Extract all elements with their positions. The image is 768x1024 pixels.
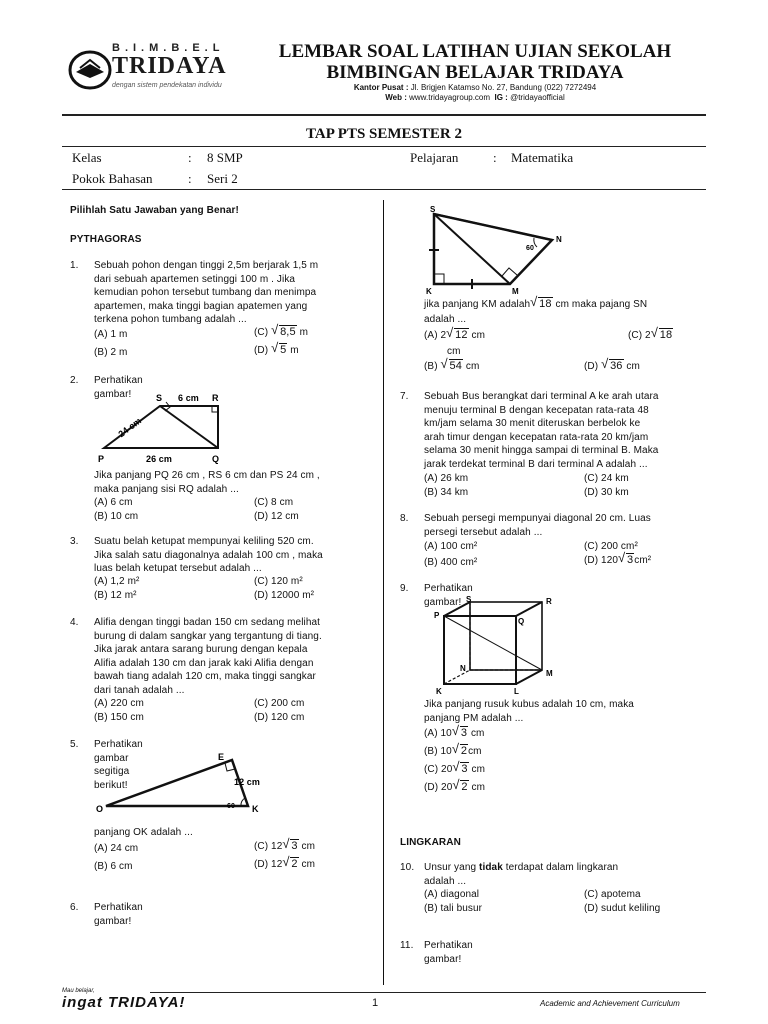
question-number: 1. xyxy=(70,260,79,271)
unit: cm xyxy=(470,728,485,739)
option-c[interactable]: (C) 200 cm² xyxy=(584,541,638,552)
unit: cm² xyxy=(634,555,652,566)
option-a[interactable]: (A) diagonal xyxy=(424,889,480,900)
question-number: 11. xyxy=(400,940,414,951)
colon: : xyxy=(188,150,192,165)
question-text: maka panjang sisi RQ adalah ... xyxy=(94,483,239,495)
question-text: Perhatikan gambar! xyxy=(94,375,143,400)
question-text: adalah ... xyxy=(424,875,467,887)
vertex-r: R xyxy=(212,393,219,403)
radicand: 2 xyxy=(461,781,468,793)
web-line xyxy=(250,93,700,102)
question-number: 2. xyxy=(70,375,79,386)
radicand: 2 xyxy=(291,858,298,870)
option-label: (C) 2 xyxy=(628,330,651,341)
figure-trapezoid-psrq xyxy=(94,388,234,464)
question-number: 10. xyxy=(400,862,415,873)
radicand: 18 xyxy=(659,329,673,341)
question-6-text xyxy=(424,294,714,312)
option-a[interactable]: (A) 220 cm xyxy=(94,698,144,709)
question-text: dari sebuah apartemen setinggi 100 m . Jika xyxy=(94,273,296,285)
option-d[interactable]: (D) 120 cm xyxy=(254,712,305,723)
unit: cm xyxy=(301,859,316,870)
radicand: 5 xyxy=(280,344,287,356)
vertex-m: M xyxy=(546,669,553,678)
vertex-p: P xyxy=(98,454,105,464)
option-label: (B) 10 xyxy=(424,746,452,757)
unit: cm xyxy=(626,361,640,372)
web-url: www.tridayagroup.com xyxy=(409,93,491,102)
option-b[interactable]: (B) 12 m² xyxy=(94,590,137,601)
option-b[interactable] xyxy=(424,356,480,374)
colon: : xyxy=(188,171,192,186)
option-a-continuation: cm xyxy=(447,346,461,357)
option-label: (A) 10 xyxy=(424,728,452,739)
vertex-r: R xyxy=(546,597,552,606)
info-divider xyxy=(62,189,706,190)
question-text: panjang PM adalah ... xyxy=(424,712,524,724)
figure-cube xyxy=(426,596,566,696)
question-number: 4. xyxy=(70,617,79,628)
question-text: dari tanah adalah ... xyxy=(94,684,185,696)
option-a[interactable] xyxy=(424,325,486,343)
web-label: Web : xyxy=(385,93,407,102)
logo-letters: B.I.M.B.E.L xyxy=(112,42,225,54)
question-text: persegi tersebut adalah ... xyxy=(424,526,543,538)
option-d[interactable] xyxy=(424,777,486,795)
option-d[interactable]: (D) 12000 m² xyxy=(254,590,315,601)
vertex-m: M xyxy=(512,287,519,296)
unit: m xyxy=(290,345,299,356)
vertex-k: K xyxy=(426,287,432,296)
question-number: 8. xyxy=(400,513,409,524)
question-text: Jika salah satu diagonalnya adalah 100 cm , maka xyxy=(94,549,323,561)
section-pythagoras: PYTHAGORAS xyxy=(70,234,142,245)
sqrt: √ 12 xyxy=(446,325,468,341)
option-label: (D) 20 xyxy=(424,782,453,793)
option-label: (C) 12 xyxy=(254,841,283,852)
option-a[interactable] xyxy=(424,723,485,741)
sqrt: √ 2 xyxy=(282,854,298,870)
sqrt: √ 2 xyxy=(451,741,468,757)
option-d[interactable]: (D) sudut keliling xyxy=(584,903,661,914)
unit: cm xyxy=(301,841,316,852)
question-text: Jika panjang PQ 26 cm , RS 6 cm dan PS 24 cm , xyxy=(94,470,320,481)
sqrt: √ 3 xyxy=(452,759,468,775)
question-text: adalah ... xyxy=(424,314,467,325)
radicand: 36 xyxy=(610,360,623,372)
question-text: Jika panjang rusuk kubus adalah 10 cm, maka xyxy=(424,699,634,710)
question-text: Perhatikan gambar segitiga berikut! xyxy=(94,739,143,791)
book-logo-icon xyxy=(68,46,112,90)
option-c[interactable] xyxy=(254,322,308,340)
radicand: 3 xyxy=(460,727,468,739)
angle-label: 60 xyxy=(526,245,534,252)
label-sr: 6 cm xyxy=(178,393,199,403)
vertex-s: S xyxy=(156,393,163,403)
option-d[interactable] xyxy=(254,340,299,358)
sqrt: √ 5 xyxy=(271,340,287,356)
radicand: 3 xyxy=(461,763,468,775)
option-label: (D) xyxy=(584,361,599,372)
pelajaran-label: Pelajaran xyxy=(410,150,459,165)
unit: m xyxy=(299,327,308,338)
title-divider xyxy=(62,146,706,147)
question-number: 7. xyxy=(400,391,409,402)
ig-label: IG : xyxy=(494,93,508,102)
radicand: 3 xyxy=(291,840,298,852)
question-text: Suatu belah ketupat mempunyai keliling 520 cm. xyxy=(94,536,314,547)
sqrt: √ 2 xyxy=(452,777,468,793)
question-text: km/jam selama 30 menit diteruskan berbelok ke xyxy=(424,418,641,429)
vertex-o: O xyxy=(96,804,104,814)
question-text: apartemen, maka tinggi bagian apatemen yang xyxy=(94,300,308,312)
unit: cm xyxy=(465,361,480,372)
option-c[interactable]: (C) 24 km xyxy=(584,473,629,484)
section-lingkaran: LINGKARAN xyxy=(400,837,461,848)
option-b[interactable]: (B) tali busur xyxy=(424,903,483,914)
vertex-l: L xyxy=(514,687,519,696)
option-d[interactable] xyxy=(584,550,652,568)
option-b[interactable]: (B) 400 cm² xyxy=(424,557,478,568)
radicand: 3 xyxy=(627,554,634,566)
kelas-label: Kelas xyxy=(72,150,102,165)
option-c[interactable] xyxy=(254,836,316,854)
question-text: Sebuah persegi mempunyai diagonal 20 cm. Luas xyxy=(424,513,651,524)
radicand: 54 xyxy=(449,360,462,372)
logo-word: TRIDAYA xyxy=(112,53,227,79)
tridaya-logo xyxy=(68,42,248,102)
sqrt: √ 3 xyxy=(618,550,634,566)
option-c[interactable]: (C) apotema xyxy=(584,889,641,900)
pelajaran-value: Matematika xyxy=(511,150,574,165)
option-label: (D) 120 xyxy=(584,555,619,566)
angle-label: 60 xyxy=(227,803,235,810)
sqrt: √ 54 xyxy=(440,356,462,372)
vertex-q: Q xyxy=(518,617,525,626)
footer-curriculum: Academic and Achievement Curriculum xyxy=(540,999,680,1008)
pokok-label: Pokok Bahasan xyxy=(72,171,153,186)
question-text: bawah tiang adalah 120 cm, maka tinggi sangkar xyxy=(94,671,316,682)
sqrt: √ 3 xyxy=(282,836,298,852)
kelas-value: 8 SMP xyxy=(207,150,243,165)
question-text: Alifia adalah 130 cm dan jarak kaki Alifia dengan xyxy=(94,657,314,669)
label-pq: 26 cm xyxy=(146,454,173,464)
question-text: jarak terdekat terminal B dari terminal A adalah ... xyxy=(424,458,648,470)
question-text: burung di dalam sangkar yang tergantung di tiang. xyxy=(94,630,322,642)
option-d[interactable] xyxy=(254,854,316,872)
radicand: 18 xyxy=(539,298,552,310)
vertex-s: S xyxy=(466,596,472,604)
option-a[interactable]: (A) 1,2 m² xyxy=(94,576,140,587)
question-text: Sebuah Bus berangkat dari terminal A ke arah utara xyxy=(424,391,659,402)
option-b[interactable]: (B) 34 km xyxy=(424,487,469,498)
instruction: Pilihlah Satu Jawaban yang Benar! xyxy=(70,205,239,216)
figure-quad-sknm xyxy=(422,204,572,296)
option-c[interactable] xyxy=(628,325,673,343)
sqrt: √ 3 xyxy=(451,723,468,739)
option-label: (C) 20 xyxy=(424,764,453,775)
logo-tagline: dengan sistem pendekatan individu xyxy=(112,82,222,89)
title-line-1: LEMBAR SOAL LATIHAN UJIAN SEKOLAH xyxy=(278,41,672,62)
radicand: 12 xyxy=(455,329,468,341)
page-number: 1 xyxy=(372,997,379,1009)
footer-slogan: ingat TRIDAYA! xyxy=(62,994,186,1011)
header-divider xyxy=(62,114,706,116)
option-a[interactable]: (A) 26 km xyxy=(424,473,469,484)
label-ps: 24 cm xyxy=(116,415,144,440)
question-text: luas belah ketupat tersebut adalah ... xyxy=(94,563,262,574)
question-text: Jika jarak antara sarang burung dengan kepala xyxy=(94,644,308,655)
option-b[interactable] xyxy=(424,741,482,759)
unit: cm xyxy=(471,764,486,775)
label-ek: 12 cm xyxy=(234,777,261,787)
question-text: Perhatikan gambar! xyxy=(424,583,473,608)
option-b[interactable]: (B) 150 cm xyxy=(94,712,144,723)
radicand: 2 xyxy=(460,745,468,757)
option-label: (D) 12 xyxy=(254,859,283,870)
option-b[interactable]: (B) 2 m xyxy=(94,347,128,358)
option-d[interactable] xyxy=(584,356,640,374)
exam-title: TAP PTS SEMESTER 2 xyxy=(305,126,462,142)
title-line-2: BIMBINGAN BELAJAR TRIDAYA xyxy=(326,62,624,83)
question-text: Alifia dengan tinggi badan 150 cm sedang melihat xyxy=(94,617,321,628)
address: Jl. Brigjen Katamso No. 27, Bandung (022) 7272494 xyxy=(410,83,597,92)
question-text: Perhatikan gambar! xyxy=(424,940,473,965)
pokok-value: Seri 2 xyxy=(207,171,238,186)
question-text: panjang OK adalah ... xyxy=(94,827,193,838)
sqrt: √ 18 xyxy=(530,294,552,310)
question-number: 9. xyxy=(400,583,409,594)
question-text: arah timur dengan kecepatan rata-rata 20 km/jam xyxy=(424,431,649,443)
footer-divider xyxy=(150,992,706,993)
option-b[interactable]: (B) 10 cm xyxy=(94,511,139,522)
option-label: (D) xyxy=(254,345,269,356)
option-c[interactable]: (C) 200 cm xyxy=(254,698,305,709)
question-text: jika panjang KM adalah xyxy=(424,299,531,310)
colon: : xyxy=(493,150,497,165)
address-label: Kantor Pusat : xyxy=(353,83,409,92)
figure-triangle-oek xyxy=(90,750,270,818)
ig-handle: @tridayaofficial xyxy=(510,93,565,102)
question-text: selama 30 menit hingga sampai di terminal B. Maka xyxy=(424,445,659,456)
sqrt: √ 8,5 xyxy=(271,322,296,338)
option-c[interactable] xyxy=(424,759,486,777)
unit: cm xyxy=(468,746,482,757)
radicand: 8,5 xyxy=(280,326,296,338)
vertex-p: P xyxy=(434,611,440,620)
option-d[interactable]: (D) 30 km xyxy=(584,487,629,498)
question-text: Unsur yang tidak terdapat dalam lingkaran xyxy=(424,862,619,873)
option-a[interactable]: (A) 1 m xyxy=(94,329,128,340)
option-label: (C) xyxy=(254,327,269,338)
sqrt: √ 36 xyxy=(601,356,623,372)
vertex-k: K xyxy=(252,804,259,814)
question-text: kemudian pohon tersebut tumbang dan menimpa xyxy=(94,287,317,298)
option-a[interactable]: (A) 6 cm xyxy=(94,497,133,508)
option-b[interactable]: (B) 6 cm xyxy=(94,861,133,872)
vertex-q: Q xyxy=(212,454,220,464)
question-text: Sebuah pohon dengan tinggi 2,5m berjarak 1,5 m xyxy=(94,260,319,271)
address-line xyxy=(250,83,700,92)
sqrt: √ 18 xyxy=(650,325,673,341)
question-text: cm maka pajang SN xyxy=(555,299,648,310)
option-label: (B) xyxy=(424,361,438,372)
vertex-n: N xyxy=(556,235,562,244)
unit: cm xyxy=(471,330,486,341)
option-a[interactable]: (A) 100 cm² xyxy=(424,541,478,552)
column-divider xyxy=(383,200,384,985)
question-text: Perhatikan gambar! xyxy=(94,902,143,927)
question-number: 6. xyxy=(70,902,79,913)
vertex-s: S xyxy=(430,205,436,214)
option-c[interactable]: (C) 8 cm xyxy=(254,497,294,508)
option-c[interactable]: (C) 120 m² xyxy=(254,576,303,587)
option-label: (A) 2 xyxy=(424,330,447,341)
option-a[interactable]: (A) 24 cm xyxy=(94,843,139,854)
footer-slogan-small: Mau belajar, xyxy=(62,988,95,994)
question-number: 5. xyxy=(70,739,79,750)
unit: cm xyxy=(471,782,486,793)
question-text: terkena pohon tumbang adalah ... xyxy=(94,314,247,325)
option-d[interactable]: (D) 12 cm xyxy=(254,511,299,522)
vertex-n: N xyxy=(460,664,466,673)
vertex-e: E xyxy=(218,752,225,762)
vertex-k: K xyxy=(436,687,442,696)
question-number: 3. xyxy=(70,536,79,547)
question-text: menuju terminal B dengan kecepatan rata-rata 48 xyxy=(424,404,649,416)
